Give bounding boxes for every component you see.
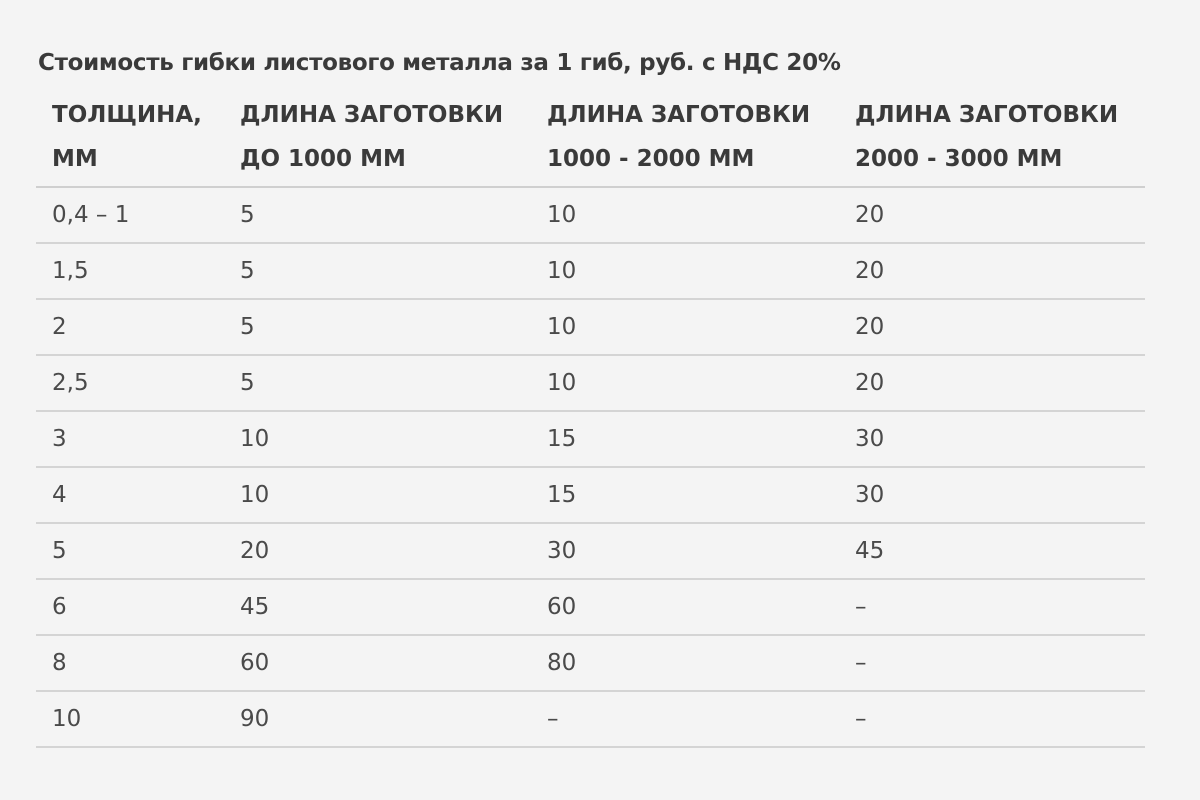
cell-thickness: 8 bbox=[36, 635, 224, 691]
header-length-2-line2: 1000 - 2000 ММ bbox=[547, 146, 755, 172]
header-length-2-line1: ДЛИНА ЗАГОТОВКИ bbox=[547, 102, 811, 128]
cell-price-1000-2000: 15 bbox=[531, 411, 839, 467]
cell-price-up-to-1000: 60 bbox=[224, 635, 531, 691]
cell-price-1000-2000: 10 bbox=[531, 187, 839, 243]
cell-price-1000-2000: 10 bbox=[531, 243, 839, 299]
cell-price-1000-2000: – bbox=[531, 691, 839, 747]
cell-thickness: 2,5 bbox=[36, 355, 224, 411]
cell-price-up-to-1000: 5 bbox=[224, 187, 531, 243]
table-title: Стоимость гибки листового металла за 1 гиб, руб. с НДС 20% bbox=[38, 50, 841, 76]
table-row bbox=[36, 243, 1145, 299]
cell-price-2000-3000: 30 bbox=[839, 467, 1145, 523]
table-row bbox=[36, 299, 1145, 355]
cell-thickness: 6 bbox=[36, 579, 224, 635]
cell-price-2000-3000: – bbox=[839, 635, 1145, 691]
header-length-1000-2000 bbox=[531, 93, 839, 187]
cell-price-1000-2000: 10 bbox=[531, 299, 839, 355]
header-length-up-to-1000 bbox=[224, 93, 531, 187]
table-row bbox=[36, 187, 1145, 243]
cell-thickness: 10 bbox=[36, 691, 224, 747]
cell-thickness: 2 bbox=[36, 299, 224, 355]
header-length-1-line2: ДО 1000 ММ bbox=[240, 146, 406, 172]
cell-price-up-to-1000: 20 bbox=[224, 523, 531, 579]
cell-thickness: 3 bbox=[36, 411, 224, 467]
price-table bbox=[36, 93, 1145, 748]
cell-thickness: 5 bbox=[36, 523, 224, 579]
cell-price-2000-3000: 45 bbox=[839, 523, 1145, 579]
cell-thickness: 0,4 – 1 bbox=[36, 187, 224, 243]
header-length-3-line2: 2000 - 3000 ММ bbox=[855, 146, 1063, 172]
cell-price-up-to-1000: 10 bbox=[224, 411, 531, 467]
table-row bbox=[36, 355, 1145, 411]
cell-price-2000-3000: 20 bbox=[839, 299, 1145, 355]
header-length-1-line1: ДЛИНА ЗАГОТОВКИ bbox=[240, 102, 504, 128]
cell-price-up-to-1000: 10 bbox=[224, 467, 531, 523]
cell-price-1000-2000: 80 bbox=[531, 635, 839, 691]
header-thickness-line2: ММ bbox=[52, 146, 98, 172]
table-header bbox=[36, 93, 1145, 187]
header-thickness bbox=[36, 93, 224, 187]
table-row bbox=[36, 635, 1145, 691]
cell-price-2000-3000: – bbox=[839, 691, 1145, 747]
cell-price-1000-2000: 30 bbox=[531, 523, 839, 579]
cell-price-2000-3000: 20 bbox=[839, 187, 1145, 243]
cell-thickness: 1,5 bbox=[36, 243, 224, 299]
cell-price-2000-3000: 20 bbox=[839, 355, 1145, 411]
cell-thickness: 4 bbox=[36, 467, 224, 523]
cell-price-up-to-1000: 5 bbox=[224, 243, 531, 299]
cell-price-2000-3000: 30 bbox=[839, 411, 1145, 467]
table-row bbox=[36, 411, 1145, 467]
table-body bbox=[36, 187, 1145, 747]
cell-price-up-to-1000: 5 bbox=[224, 299, 531, 355]
header-length-3-line1: ДЛИНА ЗАГОТОВКИ bbox=[855, 102, 1119, 128]
table-row bbox=[36, 579, 1145, 635]
cell-price-up-to-1000: 5 bbox=[224, 355, 531, 411]
table-row bbox=[36, 691, 1145, 747]
cell-price-2000-3000: 20 bbox=[839, 243, 1145, 299]
cell-price-up-to-1000: 45 bbox=[224, 579, 531, 635]
cell-price-1000-2000: 10 bbox=[531, 355, 839, 411]
cell-price-1000-2000: 60 bbox=[531, 579, 839, 635]
header-thickness-line1: ТОЛЩИНА, bbox=[52, 102, 202, 128]
cell-price-2000-3000: – bbox=[839, 579, 1145, 635]
table-row bbox=[36, 523, 1145, 579]
header-length-2000-3000 bbox=[839, 93, 1145, 187]
header-row bbox=[36, 93, 1145, 187]
cell-price-up-to-1000: 90 bbox=[224, 691, 531, 747]
table-row bbox=[36, 467, 1145, 523]
cell-price-1000-2000: 15 bbox=[531, 467, 839, 523]
